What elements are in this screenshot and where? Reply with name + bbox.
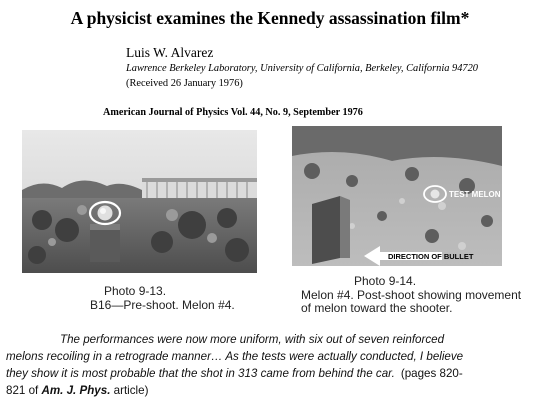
received-date: (Received 26 January 1976) — [126, 78, 243, 89]
test-melon-label: TEST MELON #4 — [449, 190, 512, 199]
page-ref-cont: 821 of — [6, 384, 42, 397]
photo-post-shoot-caption-title: Photo 9-14. — [354, 274, 417, 288]
bullet-direction-label: DIRECTION OF BULLET — [388, 252, 474, 261]
photo-pre-shoot-image — [22, 130, 257, 273]
quote-line-3 — [6, 365, 463, 382]
page-title: A physicist examines the Kennedy assassination film* — [70, 8, 470, 28]
photo-post-shoot-image — [292, 126, 512, 266]
quote-line-2: melons recoiling in a retrograde manner… As the tests were actually conducted, I believe — [6, 350, 464, 363]
author-affiliation: Lawrence Berkeley Laboratory, University of California, Berkeley, California 94720 — [126, 63, 478, 74]
page-ref-end: article) — [110, 384, 149, 397]
photo-post-shoot — [292, 126, 512, 266]
photo-pre-shoot-caption-title: Photo 9-13. — [104, 284, 167, 298]
quote-line-3-text: they show it is most probable that the shot in 313 came from behind the car. — [6, 367, 395, 380]
author-name: Luis W. Alvarez — [126, 45, 214, 60]
journal-abbrev: Am. J. Phys. — [41, 384, 111, 397]
quote-line-1: The performances were now more uniform, with six out of seven reinforced — [60, 333, 445, 346]
journal-citation: American Journal of Physics Vol. 44, No. 9, September 1976 — [103, 107, 363, 118]
photo-post-shoot-caption-text-2: of melon toward the shooter. — [301, 301, 453, 315]
photo-pre-shoot — [22, 130, 257, 273]
quote-line-4 — [6, 382, 148, 399]
photo-pre-shoot-caption-text: B16—Pre-shoot. Melon #4. — [90, 298, 235, 312]
photo-post-shoot-caption-text: Melon #4. Post-shoot showing movement — [301, 288, 522, 302]
page-ref-start: (pages 820- — [400, 367, 463, 380]
